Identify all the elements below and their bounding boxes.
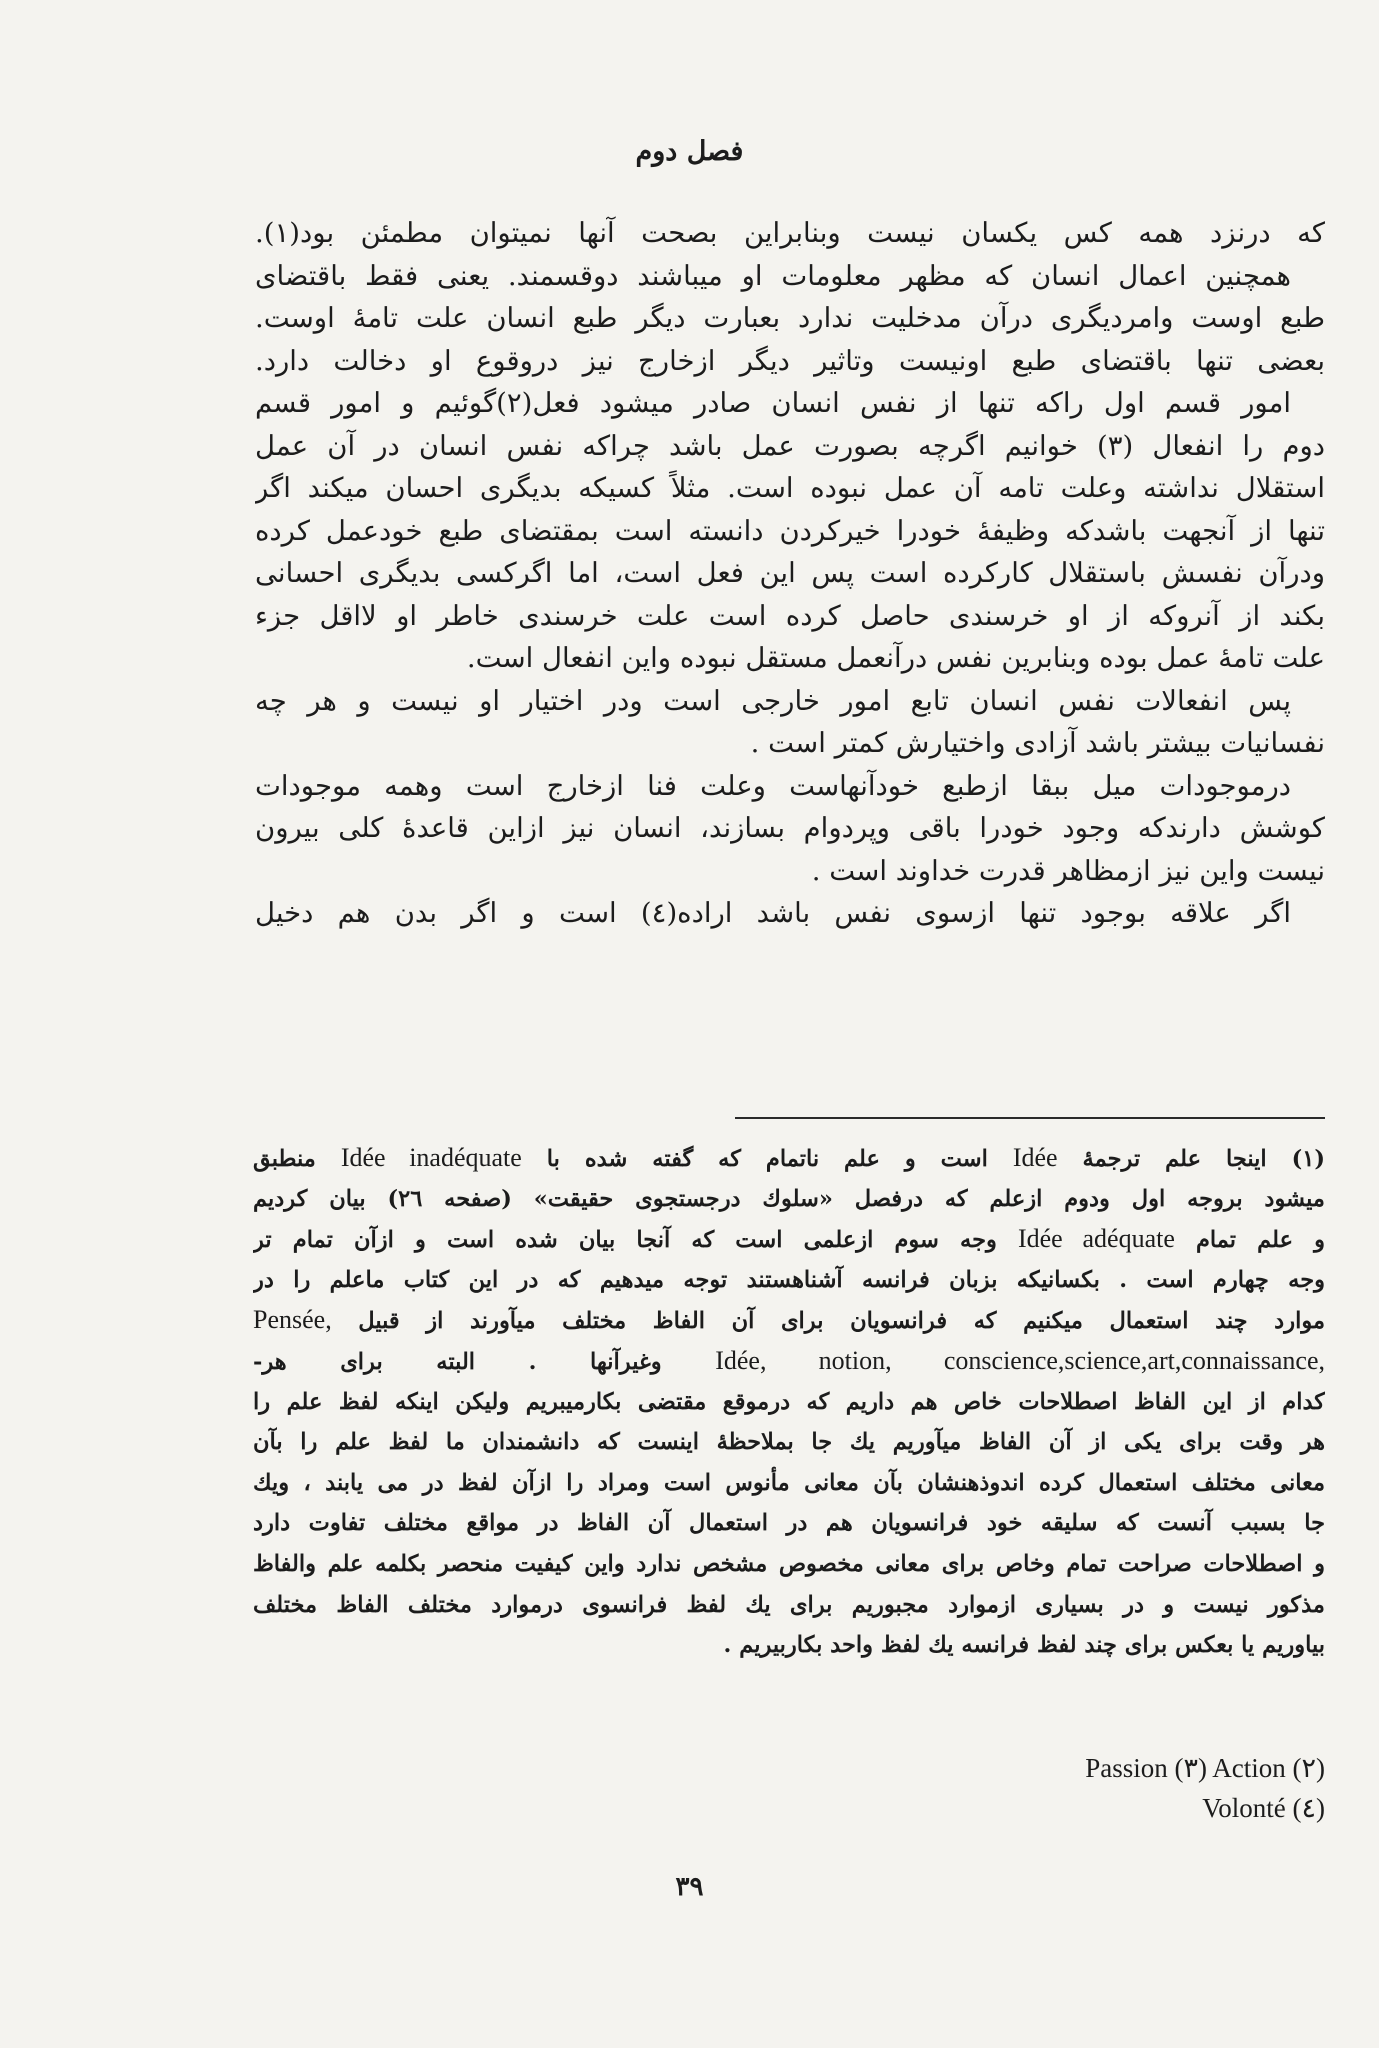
body-line-7: استقلال نداشته وعلت تامه آن عمل نبوده است. مثلاً کسیکه بدیگری احسان میکند اگر [255, 472, 1325, 504]
footnote-line-6: Idée, notion, conscience,science,art,connaissance, وغیرآنها . البته برای هر- [253, 1345, 1325, 1375]
page-number: ٣٩ [675, 1872, 704, 1902]
footnote-line-2: میشود بروجه اول ودوم ازعلم که درفصل «سلوك درجستجوی حقیقت» (صفحه ٢٦) بیان کردیم [253, 1185, 1325, 1212]
body-line-16: نیست واین نیز ازمظاهر قدرت خداوند است . [811, 854, 1325, 887]
body-line-14: درموجودات میل ببقا ازطبع خودآنهاست وعلت فنا ازخارج است وهمه موجودات [255, 769, 1291, 802]
body-text [255, 212, 1325, 935]
body-line-3: طبع اوست وامردیگری درآن مدخلیت ندارد بعبارت دیگر طبع انسان علت تامهٔ اوست. [255, 302, 1325, 334]
footnotes [253, 1138, 1325, 1666]
footnote-ref-volonte: Volonté (٤) [1202, 1793, 1325, 1823]
footnote-line-7: کدام از این الفاظ اصطلاحات خاص هم داریم که درموقع مقتضی بکارمیبریم ولیکن اینکه لفظ علم را [253, 1388, 1325, 1415]
body-line-6: دوم را انفعال (۳) خوانیم اگرچه بصورت عمل باشد چراکه نفس انسان در آن عمل [255, 429, 1325, 462]
footnote-line-13: بیاوریم یا بعکس برای چند لفظ فرانسه یك لفظ واحد بکاربیریم . [723, 1632, 1325, 1659]
footnote-line-9: معانی مختلف استعمال کرده اندوذهنشان بآن معانی مأنوس است ومراد را ازآن لفظ در می یابند ، ویك [253, 1469, 1325, 1496]
footnote-line-8: هر وقت برای یکی از آن الفاظ میآوریم یك جا بملاحظهٔ اینست که دانشمندان ما لفظ علم را بآن [253, 1429, 1325, 1456]
footnote-line-12: مذکور نیست و در بسیاری ازموارد مجبوریم برای یك لفظ فرانسوی درموارد مختلف الفاظ مختلف [253, 1591, 1325, 1618]
body-line-8: تنها از آنجهت باشدکه وظیفهٔ خودرا خیرکردن دانسته است بمقتضای طبع خودعمل کرده [255, 514, 1325, 547]
chapter-header: فصل دوم [635, 136, 744, 167]
body-line-17: اگر علاقه بوجود تنها ازسوی نفس باشد اراده(٤) است و اگر بدن هم دخیل [255, 897, 1291, 929]
body-line-4: بعضی تنها باقتضای طبع اونیست وتاثیر دیگر ازخارج نیز دروقوع او دخالت دارد. [255, 344, 1325, 377]
body-line-13: نفسانیات بیشتر باشد آزادی واختیارش کمتر است . [750, 727, 1325, 759]
body-line-1: که درنزد همه کس یکسان نیست وبنابراین بصحت آنها نمیتوان مطمئن بود(۱). [255, 217, 1325, 249]
body-line-11: علت تامهٔ عمل بوده وبنابرین نفس درآنعمل مستقل نبوده واین انفعال است. [466, 642, 1325, 674]
body-line-5: امور قسم اول راکه تنها از نفس انسان صادر میشود فعل(۲)گوئیم و امور قسم [255, 387, 1291, 419]
body-line-2: همچنین اعمال انسان که مظهر معلومات او میباشند دوقسمند. یعنی فقط باقتضای [255, 259, 1291, 292]
body-line-15: کوشش دارندکه وجود خودرا باقی وپردوام بسازند، انسان نیز ازاین قاعدهٔ کلی بیرون [255, 812, 1325, 844]
footnote-line-1: (۱) اینجا علم ترجمهٔ Idée است و علم ناتمام که گفته شده با Idée inadéquate منطبق [253, 1143, 1325, 1172]
body-line-9: ودرآن نفسش باستقلال کارکرده است پس این فعل است، اما اگرکسی بدیگری احسانی [255, 557, 1325, 589]
footnote-line-3: و علم تمام Idée adéquate وجه سوم ازعلمی است که آنجا بیان شده است و ازآن تمام تر [253, 1224, 1325, 1254]
footnote-line-11: و اصطلاحات صراحت تمام وخاص برای معانی مخصوص مشخص ندارد واین کیفیت منحصر بکلمه علم والفاظ [253, 1550, 1325, 1577]
footnote-line-10: جا بسبب آنست که سلیقه خود فرانسویان هم در استعمال آن الفاظ در مواقع مختلف تفاوت دارد [253, 1510, 1325, 1537]
footnote-line-4: وجه چهارم است . بکسانیکه بزبان فرانسه آشناهستند توجه میدهیم که در این کتاب ماعلم را در [253, 1266, 1325, 1293]
body-line-10: بکند از آنروکه از او خرسندی حاصل کرده است علت خرسندی خاطر او لااقل جزء [255, 599, 1325, 632]
footnote-line-5: موارد چند استعمال میکنیم که فرانسویان برای آن الفاظ مختلف میآورند از قبیل Pensée, [253, 1305, 1325, 1335]
footnote-references [1085, 1748, 1325, 1828]
footnote-ref-passion-action: Passion (٣) Action (٢) [1085, 1753, 1325, 1783]
footnote-divider [735, 1117, 1325, 1119]
body-line-12: پس انفعالات نفس انسان تابع امور خارجی است ودر اختیار او نیست و هر چه [255, 684, 1291, 717]
